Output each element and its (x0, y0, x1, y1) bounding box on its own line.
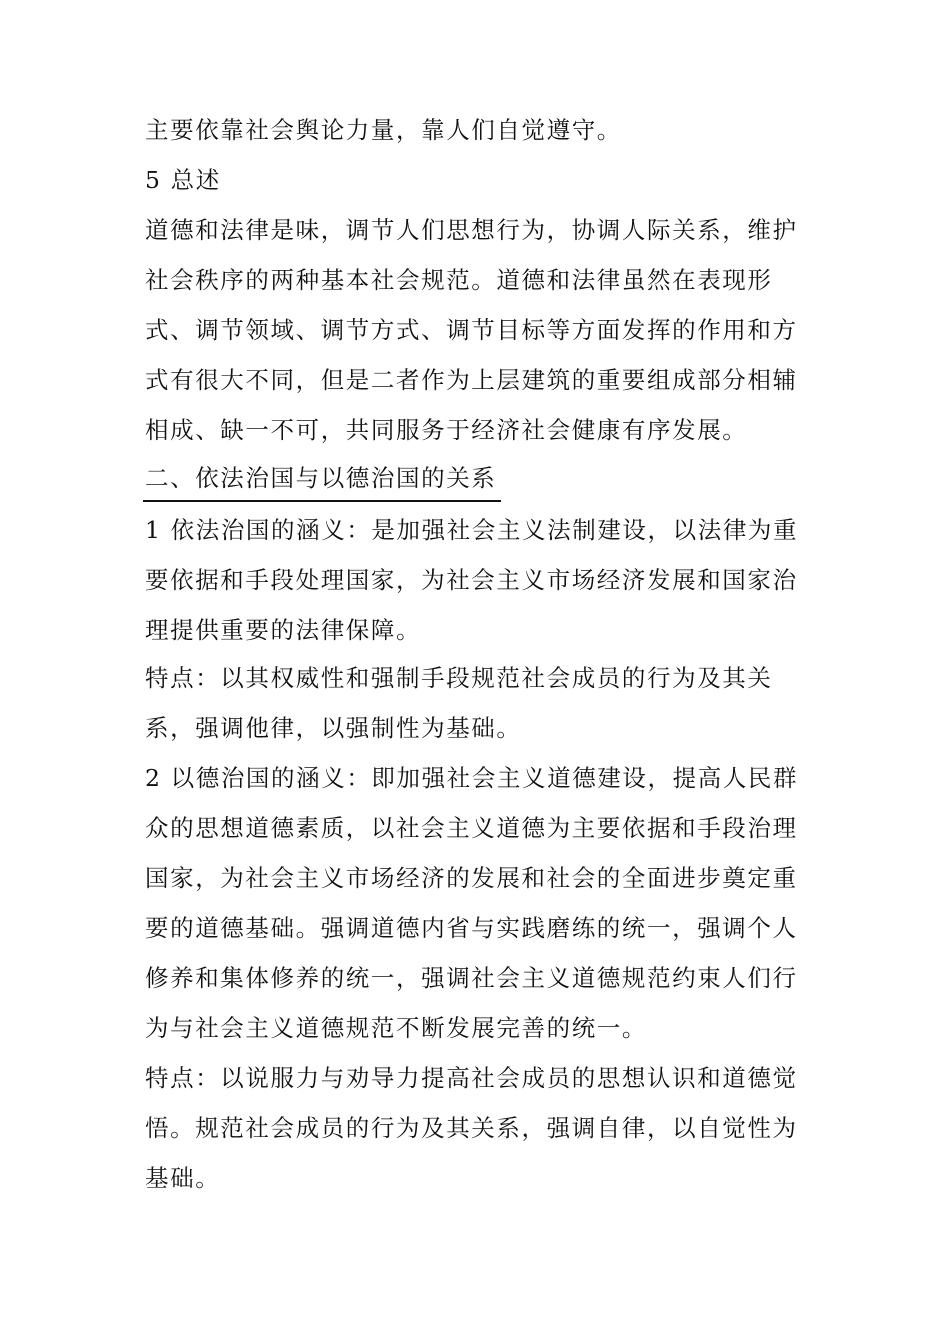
section-heading: 二、依法治国与以德治国的关系 (145, 464, 497, 492)
text-line: 社会秩序的两种基本社会规范。道德和法律虽然在表现形 (145, 266, 773, 294)
text-line: 系，强调他律，以强制性为基础。 (145, 714, 522, 742)
text-line: 特点：以说服力与劝导力提高社会成员的思想认识和道德觉 (145, 1064, 798, 1092)
text-line: 式、调节领域、调节方式、调节目标等方面发挥的作用和方 (145, 316, 798, 344)
text-line: 特点：以其权威性和强制手段规范社会成员的行为及其关 (145, 664, 773, 692)
text-line: 要依据和手段处理国家，为社会主义市场经济发展和国家治 (145, 566, 798, 594)
text-line: 修养和集体修养的统一，强调社会主义道德规范约束人们行 (145, 964, 798, 992)
heading-underline (143, 500, 501, 502)
text-line: 理提供重要的法律保障。 (145, 616, 422, 644)
text-line: 国家，为社会主义市场经济的发展和社会的全面进步奠定重 (145, 864, 798, 892)
text-line: 式有很大不同，但是二者作为上层建筑的重要组成部分相辅 (145, 366, 798, 394)
section-title-summary: 5 总述 (145, 166, 221, 194)
text-line: 1 依法治国的涵义：是加强社会主义法制建设，以法律为重 (145, 516, 799, 544)
text-line: 众的思想道德素质，以社会主义道德为主要依据和手段治理 (145, 814, 798, 842)
text-line: 2 以德治国的涵义：即加强社会主义道德建设，提高人民群 (145, 764, 799, 792)
text-line: 道德和法律是味，调节人们思想行为，协调人际关系，维护 (145, 216, 798, 244)
text-line: 基础。 (145, 1164, 221, 1192)
text-line: 相成、缺一不可，共同服务于经济社会健康有序发展。 (145, 416, 748, 444)
text-line: 要的道德基础。强调道德内省与实践磨练的统一，强调个人 (145, 914, 798, 942)
text-line: 主要依靠社会舆论力量，靠人们自觉遵守。 (145, 116, 622, 144)
text-line: 为与社会主义道德规范不断发展完善的统一。 (145, 1014, 647, 1042)
text-line: 悟。规范社会成员的行为及其关系，强调自律，以自觉性为 (145, 1114, 798, 1142)
